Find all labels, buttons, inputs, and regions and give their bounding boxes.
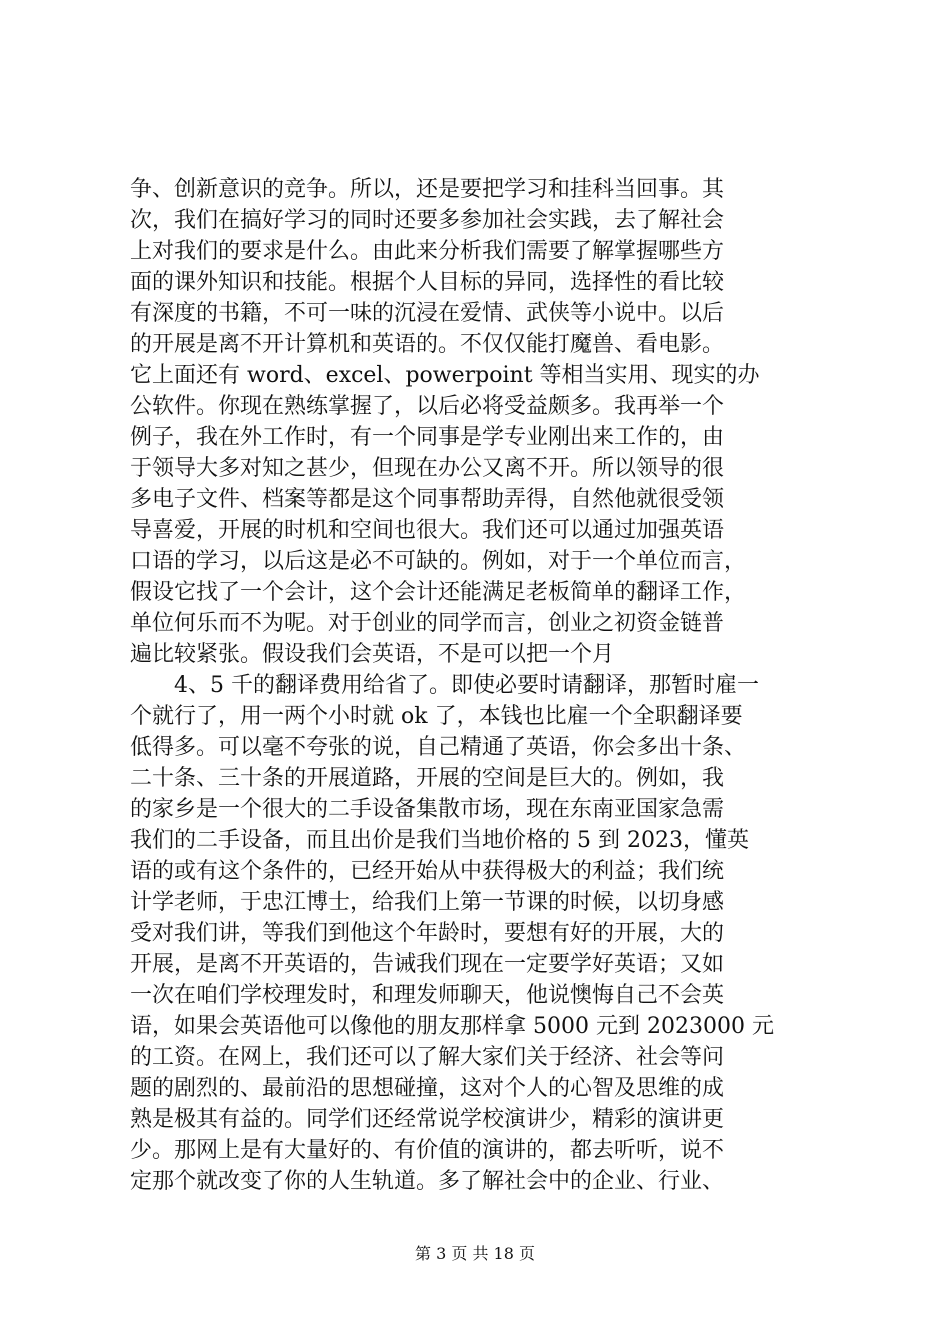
text-line: 争、创新意识的竞争。所以，还是要把学习和挂科当回事。其: [130, 177, 725, 202]
text-line: 低得多。可以毫不夸张的说，自己精通了英语，你会多出十条、: [130, 735, 747, 760]
text-line: 一次在咱们学校理发时，和理发师聊天，他说懊悔自己不会英: [130, 983, 725, 1008]
text-line: 题的剧烈的、最前沿的思想碰撞，这对个人的心智及思维的成: [130, 1076, 725, 1101]
text-line: 个就行了，用一两个小时就 ok 了，本钱也比雇一个全职翻译要: [130, 704, 743, 729]
text-line: 于领导大多对知之甚少，但现在办公又离不开。所以领导的很: [130, 456, 725, 481]
text-line: 假设它找了一个会计，这个会计还能满足老板简单的翻译工作，: [130, 580, 747, 605]
text-line: 的开展是离不开计算机和英语的。不仅仅能打魔兽、看电影。: [130, 332, 725, 357]
text-line: 受对我们讲，等我们到他这个年龄时，要想有好的开展，大的: [130, 921, 725, 946]
text-line: 公软件。你现在熟练掌握了，以后必将受益颇多。我再举一个: [130, 394, 725, 419]
text-line: 的工资。在网上，我们还可以了解大家们关于经济、社会等问: [130, 1045, 725, 1070]
page-number: 第 3 页 共 18 页: [415, 1244, 535, 1263]
text-line: 熟是极其有益的。同学们还经常说学校演讲少，精彩的演讲更: [130, 1107, 725, 1132]
text-line: 例子，我在外工作时，有一个同事是学专业刚出来工作的，由: [130, 425, 725, 450]
text-line: 导喜爱，开展的时机和空间也很大。我们还可以通过加强英语: [130, 518, 725, 543]
text-line: 面的课外知识和技能。根据个人目标的异同，选择性的看比较: [130, 270, 725, 295]
text-line: 少。那网上是有大量好的、有价值的演讲的，都去听听，说不: [130, 1138, 725, 1163]
text-line: 我们的二手设备，而且出价是我们当地价格的 5 到 2023，懂英: [130, 828, 749, 853]
text-line: 它上面还有 word、excel、powerpoint 等相当实用、现实的办: [130, 363, 760, 388]
text-line: 二十条、三十条的开展道路，开展的空间是巨大的。例如，我: [130, 766, 725, 791]
text-line: 语，如果会英语他可以像他的朋友那样拿 5000 元到 2023000 元: [130, 1014, 774, 1039]
text-line: 计学老师，于忠江博士，给我们上第一节课的时候，以切身感: [130, 890, 725, 915]
text-line: 4、5 千的翻译费用给省了。即使必要时请翻译，那暂时雇一: [130, 673, 759, 698]
text-line: 开展，是离不开英语的，告诫我们现在一定要学好英语；又如: [130, 952, 725, 977]
text-line: 定那个就改变了你的人生轨道。多了解社会中的企业、行业、: [130, 1169, 725, 1194]
text-line: 多电子文件、档案等都是这个同事帮助弄得，自然他就很受领: [130, 487, 725, 512]
text-line: 单位何乐而不为呢。对于创业的同学而言，创业之初资金链普: [130, 611, 725, 636]
text-line: 上对我们的要求是什么。由此来分析我们需要了解掌握哪些方: [130, 239, 725, 264]
text-line: 次，我们在搞好学习的同时还要多参加社会实践，去了解社会: [130, 208, 725, 233]
text-line: 有深度的书籍，不可一味的沉浸在爱情、武侠等小说中。以后: [130, 301, 725, 326]
text-line: 口语的学习，以后这是必不可缺的。例如，对于一个单位而言，: [130, 549, 747, 574]
body-text: [130, 174, 830, 1197]
text-line: 语的或有这个条件的，已经开始从中获得极大的利益；我们统: [130, 859, 725, 884]
text-line: 的家乡是一个很大的二手设备集散市场，现在东南亚国家急需: [130, 797, 725, 822]
page-footer: [0, 1244, 950, 1264]
text-line: 遍比较紧张。假设我们会英语，不是可以把一个月: [130, 642, 615, 667]
